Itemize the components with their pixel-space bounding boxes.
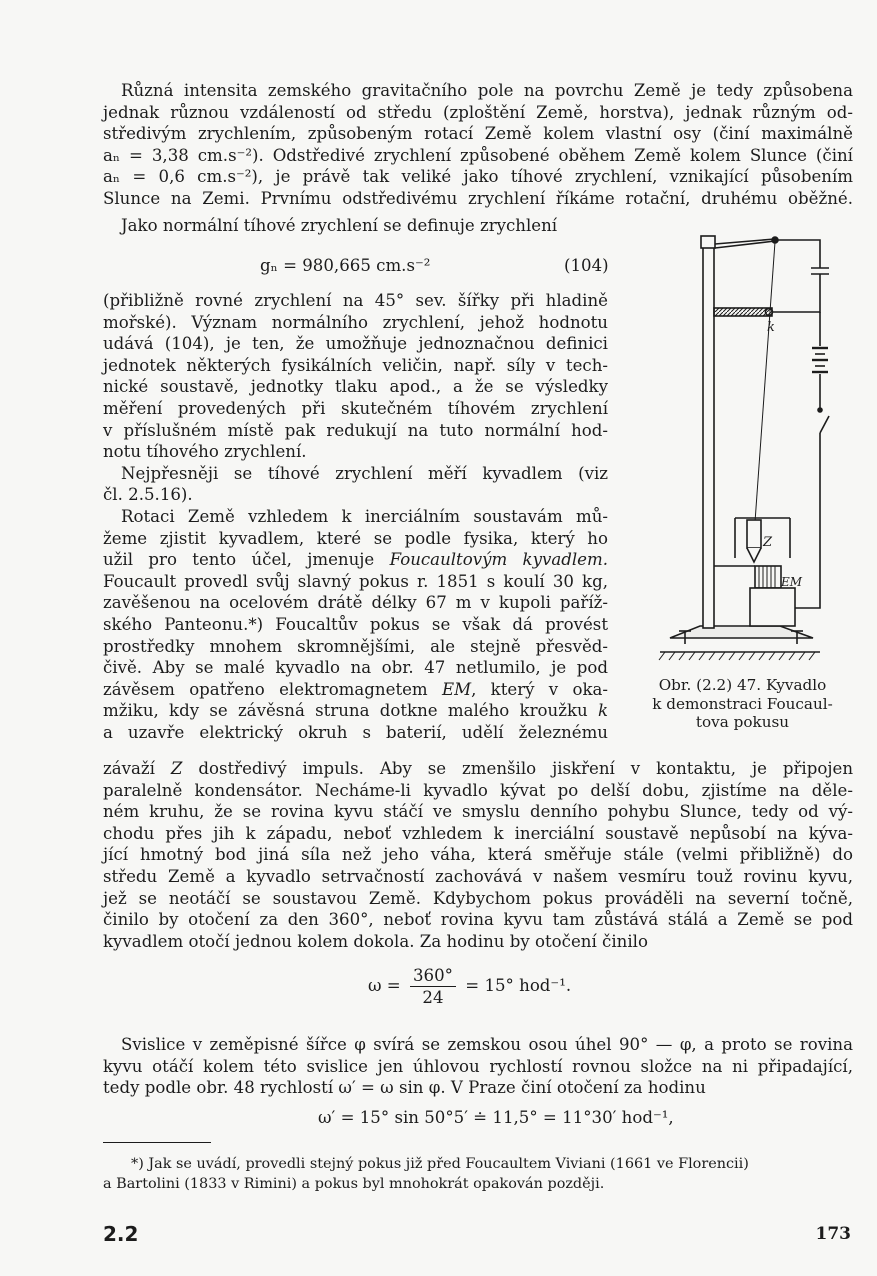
foucault-pendulum-figure: [655, 228, 855, 668]
text-line: tedy podle obr. 48 rychlostí ω′ = ω sin φ. V Praze činí otočení za hodinu: [103, 1078, 706, 1098]
text-line: měření provedených při skutečném tíhovém zrychlení: [103, 398, 608, 418]
text-line: jící hmotný bod jiná síla než jeho váha, která směřuje stále (velmi přibližně) do: [103, 845, 853, 865]
text-line: jednak různou vzdáleností od středu (zploštění Země, horstva), jednak různým od-: [103, 102, 853, 122]
text-line: [103, 679, 608, 701]
footnote-line: *) Jak se uvádí, provedli stejný pokus již před Foucaultem Viviani (1661 ve Florencii): [131, 1156, 749, 1172]
paragraph-normal-acceleration-intro: [103, 215, 608, 237]
fraction-denominator: 24: [422, 988, 444, 1007]
text-line: jež se neotáčí se soustavou Země. Kdybychom pokus prováděli na severní točně,: [103, 888, 853, 908]
text-run: závaží: [103, 759, 171, 778]
text-line: čivě. Aby se malé kyvadlo na obr. 47 netlumilo, je pod: [103, 658, 608, 678]
footnote-line: a Bartolini (1833 v Rimini) a pokus byl mnohokrát opakován později.: [103, 1175, 605, 1192]
text-line: ského Panteonu.*) Foucaltův pokus se však dá provést: [103, 614, 608, 634]
text-line: [103, 758, 853, 780]
equation-104: [260, 256, 430, 275]
equation-omega-lhs: ω =: [368, 976, 401, 995]
text-run: závěsem opatřeno elektromagnetem: [103, 679, 442, 699]
footnote: [103, 1155, 853, 1194]
text-line: prostředky mnohem skromnějšími, ale stejně přesvěd-: [103, 636, 608, 656]
text-line: Různá intensita zemského gravitačního pole na povrchu Země je tedy způsobena: [121, 81, 853, 100]
text-line: ném kruhu, že se rovina kyvu stáčí ve smyslu denního pohybu Slunce, tedy od vý-: [103, 802, 853, 822]
caption-line: Obr. (2.2) 47. Kyvadlo: [658, 676, 827, 694]
equation-omega: [368, 966, 571, 1007]
text-line: kyvu otáčí kolem této svislice jen úhlovou rychlostí rovnou složce na ni připadající,: [103, 1056, 853, 1076]
label-z: Z: [763, 535, 773, 550]
text-line: v příslušném místě pak redukují na tuto normální hod-: [103, 420, 608, 440]
equation-omega-prime: ω′ = 15° sin 50°5′ ≐ 11,5° = 11°30′ hod⁻¹,: [318, 1108, 674, 1127]
section-number: 2.2: [103, 1222, 139, 1246]
footnote-rule: [103, 1142, 211, 1143]
text-line: Jako normální tíhové zrychlení se definuje zrychlení: [121, 216, 558, 235]
switch: [820, 416, 829, 433]
stand-column: [703, 242, 714, 628]
text-line: Svislice v zeměpisné šířce φ svírá se zemskou osou úhel 90° — φ, a proto se rovina: [121, 1035, 853, 1054]
text-line: žeme zjistit kyvadlem, které se podle fysika, který ho: [103, 528, 608, 548]
text-line: zavěšenou na ocelovém drátě délky 67 m v kupoli paříž-: [103, 593, 608, 613]
weight-z: [747, 520, 761, 548]
equation-104-body: gₙ = 980,665 cm.s⁻²: [260, 256, 431, 275]
text-line: Slunce na Zemi. Prvnímu odstředivému zrychlení říkáme rotační, druhému oběžné.: [103, 188, 853, 208]
text-line: Rotaci Země vzhledem k inerciálním soustavám mů-: [121, 506, 608, 526]
text-line: aₙ = 3,38 cm.s⁻²). Odstředivé zrychlení způsobené oběhem Země kolem Slunce (činí: [103, 145, 853, 165]
text-line: středu Země a kyvadlo setrvačností zachovává v našem vesmíru touž rovinu kyvu,: [103, 866, 853, 886]
symbol-z: Z: [170, 759, 183, 778]
paragraph-foucault-continued: [103, 758, 853, 952]
text-line: [103, 549, 608, 571]
text-line: (přibližně rovné zrychlení na 45° sev. šířky při hladině: [103, 291, 608, 310]
text-line: Nejpřesněji se tíhové zrychlení měří kyvadlem (viz: [121, 463, 608, 483]
page-number: 173: [815, 1224, 851, 1244]
text-run: mžiku, kdy se závěsná struna dotkne malého kroužku: [103, 701, 598, 721]
paragraph-normal-acceleration: [103, 290, 608, 743]
caption-line: tova pokusu: [695, 713, 790, 731]
text-line: chodu přes jih k západu, neboť vzhledem k inerciální soustavě nepůsobí na kýva-: [103, 823, 853, 843]
fraction-numerator: 360°: [410, 966, 456, 987]
text-run: užil pro tento účel, jmenuje: [103, 550, 390, 570]
symbol-k: k: [597, 701, 608, 721]
fraction: [410, 966, 456, 1007]
text-run: , který v oka-: [471, 679, 609, 699]
paragraph-vertical-latitude: [103, 1034, 853, 1099]
text-line: čl. 2.5.16).: [103, 485, 193, 505]
text-line: aₙ = 0,6 cm.s⁻²), je právě tak veliké jako tíhové zrychlení, vznikající působením: [103, 167, 853, 187]
label-em: EM: [781, 575, 803, 589]
ring-arm: [714, 308, 772, 316]
caption-line: k demonstraci Foucaul-: [652, 694, 833, 713]
label-k: k: [767, 320, 775, 335]
text-line: Foucault provedl svůj slavný pokus r. 1851 s koulí 30 kg,: [103, 571, 608, 591]
text-line: notu tíhového zrychlení.: [103, 442, 307, 462]
text-line: jednotek některých fysikálních veličin, např. síly v tech-: [103, 355, 608, 375]
base-plate: [670, 626, 813, 638]
figure-caption: [630, 676, 855, 732]
text-line: [103, 700, 608, 722]
text-line: středivým zrychlením, způsobeným rotací Země kolem vlastní osy (činí maximálně: [103, 124, 853, 144]
text-line: kyvadlem otočí jednou kolem dokola. Za hodinu by otočení činilo: [103, 931, 648, 951]
text-run: dostředivý impuls. Aby se zmenšilo jiskření v kontaktu, je připojen: [182, 759, 853, 778]
text-line: udává (104), je ten, že umožňuje jednoznačnou definici: [103, 334, 608, 354]
battery: [812, 348, 828, 372]
text-line: paralelně kondensátor. Necháme-li kyvadlo kývat po delší dobu, zjistíme na děle-: [103, 780, 853, 800]
symbol-em: EM: [441, 679, 472, 699]
text-line: činilo by otočení za den 360°, neboť rovina kyvu tam zůstává stálá a Země se pod: [103, 910, 853, 930]
term-foucault-pendulum: Foucaultovým kyvadlem.: [389, 550, 609, 570]
paragraph-gravity-intensity: [103, 80, 853, 210]
magnet-housing: [750, 588, 795, 626]
text-line: a uzavře elektrický okruh s baterií, udělí železnému: [103, 722, 608, 742]
equation-omega-rhs: = 15° hod⁻¹.: [465, 976, 572, 995]
pendulum-string: [754, 242, 775, 536]
equation-104-label: (104): [564, 256, 609, 275]
ground-hatching: [659, 652, 815, 660]
text-line: mořské). Význam normálního zrychlení, jehož hodnotu: [103, 312, 608, 332]
text-line: nické soustavě, jednotky tlaku apod., a že se výsledky: [103, 377, 608, 397]
